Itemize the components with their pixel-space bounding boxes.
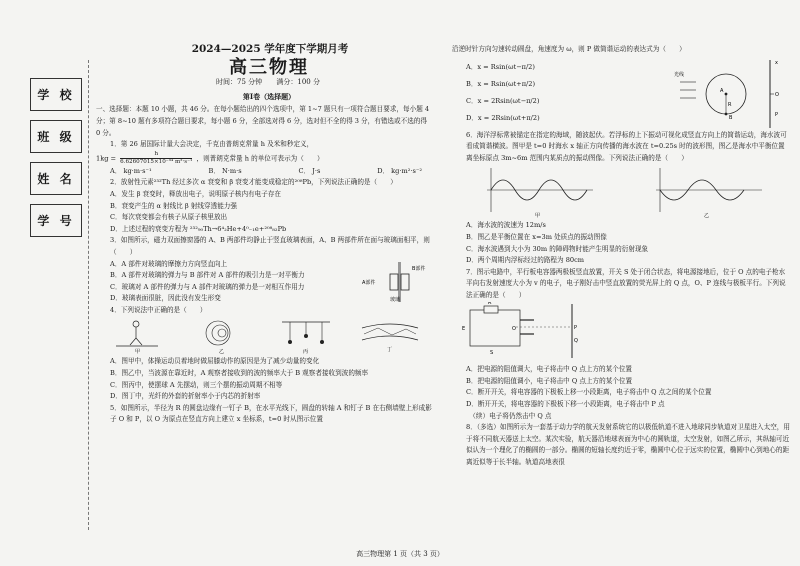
q6-option-a[interactable]: A．海水波的波速为 12m/s xyxy=(466,221,546,230)
q7-option-b[interactable]: B．把电源的阻值调小，电子将击中 Q 点上方的某个位置 xyxy=(466,376,633,385)
q6-stem: 6．海洋浮标常被锚定在指定的海域，随波起伏。若浮标的上下振动可视化成竖直方向上的简谐运动，海水波可看成简谐横波。图甲是 t=0 时海水 x 轴正方向传播的海水波在 t=0.25s 时的波形图，图乙是海水中平衡位置离坐标原点 3m~6m 范围内某质点的振动图像。下列说法正确的是（ ） xyxy=(466,130,787,162)
q5-option-a[interactable]: A．x = Rsin(ωt−π/2) xyxy=(466,62,535,71)
q3-option-c[interactable]: C．玻璃对 A 部件的弹力与 A 部件对玻璃的弹力是一对相互作用力 xyxy=(110,282,305,291)
q4-figure-gymnast xyxy=(106,318,170,354)
time-label: 时间：75 分钟 xyxy=(216,78,263,87)
q3-label-a: A部件 xyxy=(362,279,376,286)
q7-label-o: O xyxy=(512,325,516,332)
score-label: 满分：100 分 xyxy=(276,78,320,87)
q5-option-b[interactable]: B．x = Rsin(ωt+π/2) xyxy=(466,79,536,88)
q5-disc-figure xyxy=(674,56,790,130)
q2-option-a[interactable]: A．发生 β 衰变时，释放出电子，说明原子核内有电子存在 xyxy=(110,189,282,198)
q4-figures xyxy=(96,318,432,354)
class-label: 班 级 xyxy=(37,130,75,144)
school-label: 学 校 xyxy=(37,88,75,102)
fig-label-yi: 乙 xyxy=(219,349,225,355)
resistor xyxy=(484,306,498,313)
volume-label: 第Ⅰ卷（选择题） xyxy=(242,91,296,101)
q5-stem: 5．如图所示，半径为 R 的圆盘边缘有一钉子 B，在水平光线下，圆盘的转轴 A 和钉子 B 在右侧墙壁上形成影子 O 和 P，以 O 为原点在竖直方向上建立 x 坐标系，t=0 时从图示位置 xyxy=(110,403,432,424)
part-b xyxy=(401,274,409,290)
binding-line xyxy=(88,60,89,530)
q4-figure-pendulums xyxy=(274,318,338,354)
q7-option-d[interactable]: D．断开开关，将电容器的下极板下移一小段距离，电子将击中 P 点 xyxy=(466,399,665,408)
glass-pane xyxy=(398,262,401,302)
q4-figure-waves xyxy=(190,318,254,354)
q3-body xyxy=(96,259,432,305)
class-field[interactable] xyxy=(30,120,82,153)
q6-label-yi: 乙 xyxy=(703,213,709,219)
left-column xyxy=(96,44,432,426)
q7-circuit-figure xyxy=(460,302,580,360)
q1-options xyxy=(96,166,432,178)
q5-option-d[interactable]: D．x = 2Rsin(ωt+π/2) xyxy=(466,113,540,122)
q7-option-d-continued: （续）电子将仍然击中 Q 点 xyxy=(466,411,552,420)
q2-option-c[interactable]: C．每次衰变都会有核子从原子核里放出 xyxy=(110,213,228,222)
q6-wave-graph-jia xyxy=(477,166,597,218)
q5-label-o: O xyxy=(775,91,779,98)
q7-label-p: P xyxy=(574,324,578,331)
q7-option-a[interactable]: A．把电源的阻值调大，电子将击中 Q 点上方的某个位置 xyxy=(466,365,633,374)
student-id-field[interactable] xyxy=(30,204,82,237)
q6-label-jia: 甲 xyxy=(534,213,540,219)
exam-title: 2024—2025 学年度下学期月考 xyxy=(191,43,349,55)
q3-window-cleaner-figure xyxy=(360,260,432,304)
name-field[interactable] xyxy=(30,162,82,195)
school-field[interactable] xyxy=(30,78,82,111)
q3-label-b: B部件 xyxy=(412,265,426,272)
page-footer: 高三物理第 1 页（共 3 页） xyxy=(356,550,444,558)
q3-stem: 3．如图所示，磁力双面擦窗器的 A、B 两部件均静止于竖直玻璃表面，A、B 两部件所在面与玻璃面相平，则（ ） xyxy=(110,236,430,256)
subject-title: 高三物理 xyxy=(229,56,309,78)
q1-formula-lhs: 1kg = xyxy=(96,154,117,163)
q4-option-d[interactable]: D．图丁中，光纤的外套的折射率小于内芯的折射率 xyxy=(110,392,261,401)
q4-figure-optical-fiber xyxy=(358,318,422,354)
exam-meta xyxy=(104,77,432,89)
q5-stem-continued: 沿逆时针方向匀速转动圆盘，角速度为 ω，则 P 做简谐运动的表达式为（ ） xyxy=(452,45,686,53)
q4-option-a[interactable]: A．图甲中，体操运动员着地时做屈膝动作的原因是为了减少动量的变化 xyxy=(110,357,320,366)
q3-option-b[interactable]: B．A 部件对玻璃的弹力与 B 部件对 A 部件的吸引力是一对平衡力 xyxy=(110,271,305,280)
q5-body xyxy=(452,56,790,130)
q5-label-light: 光线 xyxy=(674,71,685,78)
q1-frac-den: 6.62607015×10⁻³⁴ m²·s⁻¹ xyxy=(120,158,193,165)
q6-option-c[interactable]: C．海水波遇到大小为 30m 的障碍物时能产生明显的衍射现象 xyxy=(466,244,649,253)
q2-option-d[interactable]: D．上述过程的衰变方程为 ²³²₉₀Th→6⁴₂He+4⁰₋₁e+²⁰⁸₈₂Pb xyxy=(110,224,287,233)
q1-frac-num: h xyxy=(120,151,192,159)
q1-formula-rest: ，则普朗克常量 h 的单位可表示为（ ） xyxy=(196,154,324,163)
q7-label-q: Q xyxy=(574,337,578,344)
student-id-label: 学 号 xyxy=(37,214,75,228)
q1-option-d[interactable]: D． kg·m²·s⁻² xyxy=(377,166,422,175)
q7-label-r: R xyxy=(488,301,492,306)
q6-option-b[interactable]: B．图乙是平衡位置在 x=3m 处质点的振动图像 xyxy=(466,232,607,241)
part-a xyxy=(390,274,398,290)
q3-option-a[interactable]: A．A 部件对玻璃的摩擦力方向竖直向上 xyxy=(110,259,228,268)
section-instructions: 一、选择题：本题 10 小题，共 46 分。在每小题给出的四个选项中，第 1~7 题只有一项符合题目要求，每小题 4 分；第 8~10 题有多项符合题目要求，每小题 6 分，全部选对得 6 分，选对但不全的得 3 分，有错选或不选的得 0 分。 xyxy=(96,105,430,137)
q7-label-s: S xyxy=(490,349,494,356)
name-label: 姓 名 xyxy=(37,172,75,186)
q4-stem: 4．下列说法中正确的是（ ） xyxy=(110,305,207,314)
q3-option-d[interactable]: D．玻璃表面很脏，因此没有发生形变 xyxy=(110,294,221,303)
fig-label-ding: 丁 xyxy=(387,347,393,354)
q6-option-d[interactable]: D．两个周期内浮标经过的路程为 80cm xyxy=(466,256,585,265)
q3-label-glass: 玻璃 xyxy=(390,296,401,303)
q2-stem: 2．放射性元素²³²Th 经过多次 α 衰变和 β 衰变才能变成稳定的²⁰⁸Pb，下列说法正确的是（ ） xyxy=(110,178,397,187)
q5-label-x: x xyxy=(775,59,778,66)
student-info-column xyxy=(30,78,82,246)
q1-fraction xyxy=(120,151,192,166)
q5-label-b: B xyxy=(729,114,733,121)
q7-option-c[interactable]: C．断开开关，将电容器的下极板上移一小段距离，电子将击中 Q 点之间的某个位置 xyxy=(466,388,712,397)
q1-option-a[interactable]: A． kg·m·s⁻¹ xyxy=(110,166,152,175)
q5-label-r: R xyxy=(728,101,732,108)
fig-label-bing: 丙 xyxy=(303,349,309,355)
q6-vibration-graph-yi xyxy=(646,166,766,218)
q5-label-a: A xyxy=(720,87,724,94)
q1-option-b[interactable]: B． N·m·s xyxy=(208,166,242,175)
q7-label-e: E xyxy=(462,325,466,332)
q7-stem: 7．图示电路中，平行板电容器两极板竖直放置，开关 S 处于闭合状态，将电源接地后，位于 O 点的电子枪水平向右发射速度大小为 v 的电子，电子刚好击中竖直放置的荧光屏上的 Q 点，O、P 连线与极板平行。下列说法正确的是（ ） xyxy=(466,267,786,299)
q2-option-b[interactable]: B．衰变产生的 α 射线比 β 射线穿透能力强 xyxy=(110,201,237,210)
q1-option-c[interactable]: C． J·s xyxy=(298,166,321,175)
q1-stem: 1．第 26 届国际计量大会决定，千克由普朗克常量 h 及米和秒定义， xyxy=(110,140,314,149)
fig-label-jia: 甲 xyxy=(135,349,141,355)
q4-option-c[interactable]: C．图丙中，使摆球 A 先摆动，则三个摆的振动周期不相等 xyxy=(110,380,283,389)
q8-stem: 8．（多选）如图所示为一套基于动力学的航天发射系统它的以极低轨道不进入地球同步轨道对卫星进入太空，用于将不同航天器送上太空。某次实验，航天器沿地球表面为中心的圆轨道，太空发射，如图乙所示，其纵轴可近似认为一个理化了的椭圆的一部分。椭圆的短轴长度约近于零，椭圆中心位于远实的位置，椭圆中心到地心的距离近似等于长半轴。轨道高地表很 xyxy=(466,423,790,466)
q6-figures xyxy=(452,166,790,218)
right-column xyxy=(452,44,790,468)
q4-option-b[interactable]: B．图乙中，当波源在靠近时，A 观察者接收到的波的频率大于 B 观察者接收到波的频率 xyxy=(110,369,369,378)
q1-formula xyxy=(96,151,432,166)
q5-label-p: P xyxy=(775,111,779,118)
q5-option-c[interactable]: C．x = 2Rsin(ωt−π/2) xyxy=(466,96,540,105)
